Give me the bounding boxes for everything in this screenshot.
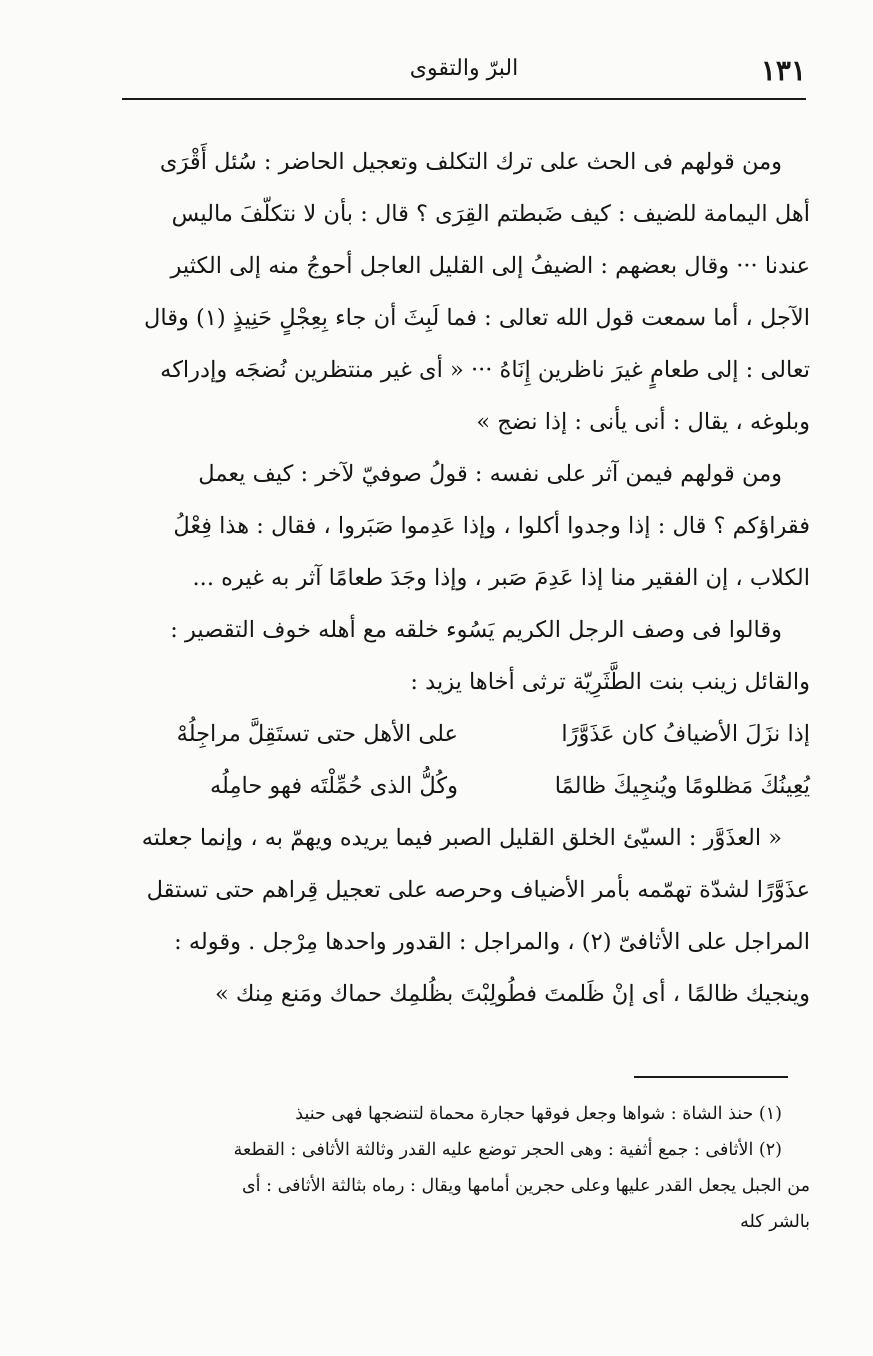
page-number: ١٣١ — [760, 54, 806, 87]
text-line: تعالى : إلى طعامٍ غيرَ ناظرين إِنَاهُ ··· « أى غير منتظرين نُضجَه وإدراكه — [160, 357, 810, 383]
text-line: المراجل على الأثافىّ (٢) ، والمراجل : القدور واحدها مِرْجل . وقوله : — [174, 929, 810, 955]
paragraph-commentary — [118, 812, 810, 1020]
footnotes — [118, 1096, 810, 1240]
text-line: وبلوغه ، يقال : أنى يأنى : إذا نضج » — [476, 409, 810, 435]
page-header — [122, 48, 806, 88]
verse-first-hemistich: إذا نزَلَ الأضيافُ كان عَذَوَّرًا — [561, 721, 810, 747]
footnote-line: (١) حنذ الشاة : شواها وجعل فوقها حجارة محماة لتنضجها فهى حنيذ — [295, 1104, 782, 1124]
text-line: « العذَوَّر : السيّئ الخلق القليل الصبر فيما يريده ويهمّ به ، وإنما جعلته — [141, 825, 782, 851]
text-line: وينجيك ظالمًا ، أى إنْ ظَلمتَ فطُولِبْتَ بظُلمِك حماك ومَنع مِنك » — [215, 981, 810, 1007]
footnote-rule — [634, 1076, 788, 1078]
verse-second-hemistich: على الأهل حتى تستَقِلَّ مراجِلُهْ — [176, 721, 458, 747]
text-line: الآجل ، أما سمعت قول الله تعالى : فما لَبِثَ أن جاء بِعِجْلٍ حَنِيذٍ (١) وقال — [144, 305, 810, 331]
text-line: ومن قولهم فيمن آثر على نفسه : قولُ صوفيّ لآخر : كيف يعمل — [198, 461, 782, 487]
text-line: فقراؤكم ؟ قال : إذا وجدوا أكلوا ، وإذا عَدِموا صَبَروا ، فقال : هذا فِعْلُ — [173, 513, 810, 539]
footnote-line: من الجبل يجعل القدر عليها وعلى حجرين أمامها ويقال : رماه بثالثة الأثافى : أى — [241, 1176, 810, 1196]
header-rule — [122, 98, 806, 100]
text-line: الكلاب ، إن الفقير منا إذا عَدِمَ صَبر ، وإذا وجَدَ طعامًا آثر به غيره ... — [192, 565, 810, 591]
poem-verse — [118, 760, 810, 812]
footnote-1 — [118, 1096, 810, 1132]
footnote-2 — [118, 1132, 810, 1240]
poem-verse — [118, 708, 810, 760]
paragraph-generous-man — [118, 604, 810, 708]
footnote-line: (٢) الأثافى : جمع أثفية : وهى الحجر توضع عليه القدر وثالثة الأثافى : القطعة — [233, 1140, 782, 1160]
text-line: ومن قولهم فى الحث على ترك التكلف وتعجيل الحاضر : سُئل أَقْرَى — [159, 149, 782, 175]
verse-second-hemistich: وكُلُّ الذى حُمِّلْتَه فهو حامِلُه — [209, 773, 458, 799]
text-line: عندنا ··· وقال بعضهم : الضيفُ إلى القليل العاجل أحوجُ منه إلى الكثير — [170, 253, 810, 279]
main-text — [118, 136, 810, 1020]
text-line: أهل اليمامة للضيف : كيف ضَبطتم القِرَى ؟ قال : بأن لا نتكلّفَ ماليس — [171, 201, 810, 227]
verse-first-hemistich: يُعِينُكَ مَظلومًا ويُنجِيكَ ظالمًا — [554, 773, 810, 799]
footnote-line: بالشر كله — [740, 1212, 810, 1232]
paragraph-hospitality — [118, 136, 810, 448]
text-line: عذَوَّرًا لشدّة تهمّمه بأمر الأضياف وحرصه على تعجيل قِراهم حتى تستقل — [146, 877, 810, 903]
text-line: وقالوا فى وصف الرجل الكريم يَسُوء خلقه مع أهله خوف التقصير : — [170, 617, 782, 643]
paragraph-altruism — [118, 448, 810, 604]
running-title: البرّ والتقوى — [409, 56, 519, 81]
text-line: والقائل زينب بنت الطَّثَرِيّة ترثى أخاها يزيد : — [410, 669, 810, 695]
